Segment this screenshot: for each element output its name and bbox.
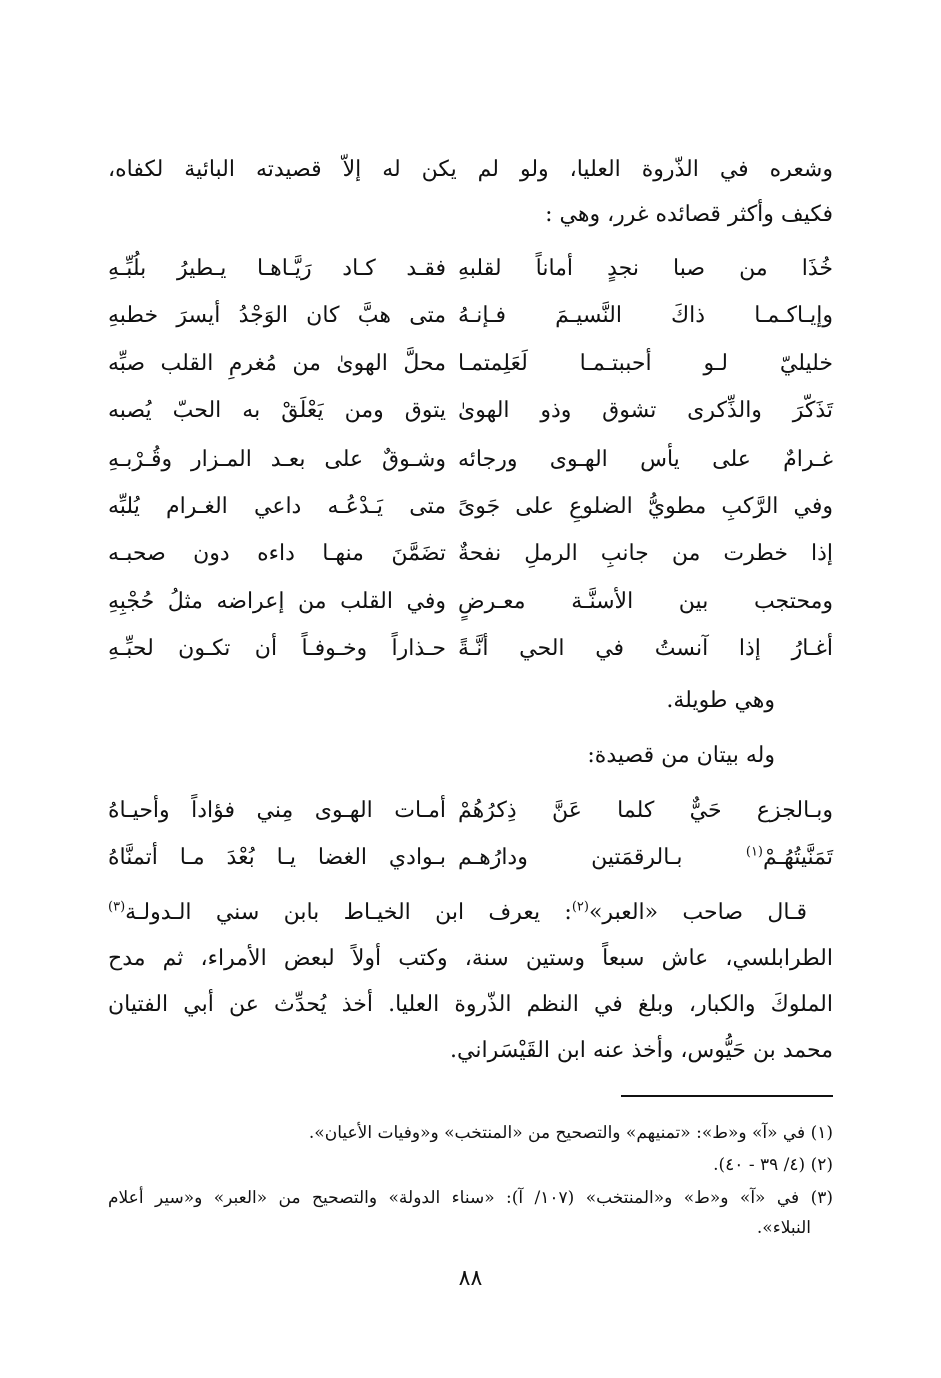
verse-10-hemistich-left: أمـات الهـوى مِني فؤاداً وأحيـاهُ (108, 798, 446, 823)
verse-1-hemistich-left: فقـد كـاد رَيَّـاهـا يـطيرُ بلُبِّـهِ (108, 256, 446, 281)
footnote-2: (٢) (٤/ ٣٩ - ٤٠). (713, 1155, 833, 1175)
prose-line-1-b: : يعرف ابن الخيـاط بابن سني الـدولـة (125, 900, 572, 925)
footnote-separator (621, 1095, 833, 1097)
footnote-ref-3: (٣) (108, 899, 126, 915)
footnote-ref-1: (١) (745, 844, 763, 860)
poem-2-intro: وله بيتان من قصيدة: (587, 743, 775, 768)
prose-line-1 (108, 898, 807, 928)
verse-7-hemistich-right: إذا خطرت من جانبِ الرملِ نفحةٌ (458, 541, 833, 566)
verse-8-hemistich-left: وفي القلب من إعراضه مثلُ حُجْبِهِ (108, 589, 446, 614)
verse-1-hemistich-right: خُذَا من صبا نجدٍ أماناً لقلبهِ (458, 256, 833, 281)
verse-7-hemistich-left: تضَمَّنَ منهـا داءه دون صحبـه (108, 541, 446, 566)
footnote-ref-2: (٢) (571, 899, 589, 915)
verse-11-hemistich-right (458, 843, 833, 873)
footnote-3-line-1: (٣) في «آ» و«ط» و«المنتخب» (١٠٧/ آ): «سناء الدولة» والتصحيح من «العبر» و«سير أعلام (108, 1188, 833, 1208)
prose-line-1-a: قـال صاحب «العبر» (588, 900, 807, 925)
verse-2-hemistich-right: وإيـاكـمـا ذاكَ النَّسيـمَ فـإنـهُ (458, 303, 833, 328)
verse-4-hemistich-right: تَذَكّرَ والذِّكرى تشوق وذو الهوىٰ (458, 398, 833, 423)
prose-line-2: الطرابلسي، عاش سبعاً وستين سنة، وكتب أولاً لبعض الأمراء، ثم مدح (108, 946, 833, 971)
verse-3-hemistich-left: محلَّ الهوىٰ من مُغرمِ القلب صبِّه (108, 351, 446, 376)
footnote-1: (١) في «آ» و«ط»: «تمنيهم» والتصحيح من «المنتخب» و«وفيات الأعيان». (308, 1123, 833, 1143)
verse-5-hemistich-right: غـرامٌ على يأس الهـوى ورجائه (458, 447, 833, 472)
page-number: ٨٨ (458, 1266, 483, 1291)
verse-5-hemistich-left: وشـوقٌ على بعـد المـزار وقُـرْبـهِ (108, 447, 446, 472)
verse-6-hemistich-right: وفي الرَّكبِ مطويُّ الضلوعِ على جَوىً (458, 494, 833, 519)
verse-9-hemistich-left: حـذاراً وخـوفـاً أن تكـون لحبِّـهِ (108, 636, 446, 661)
footnote-3-line-2: النبلاء». (756, 1218, 811, 1238)
verse-11-word: تَمَنَّيتُهُـمْ (763, 845, 833, 870)
verse-2-hemistich-left: متى هبَّ كان الوَجْدُ أيسرَ خطبهِ (108, 303, 446, 328)
verse-11-rest: بـالرقمَتين ودارُهـم (458, 845, 746, 870)
poem-1-note: وهي طويلة. (666, 688, 775, 713)
prose-line-4: محمد بن حَيُّوس، وأخذ عنه ابن القَيْسَراني. (450, 1038, 833, 1063)
intro-line-1: وشعره في الذّروة العليا، ولو لم يكن له إلاّ قصيدته البائية لكفاه، (108, 157, 833, 182)
verse-8-hemistich-right: ومحتجب بين الأسنَّـة معـرضٍ (458, 589, 833, 614)
verse-11-hemistich-left: بـوادي الغضا يـا بُعْدَ مـا أتمنَّاهُ (108, 845, 446, 870)
verse-10-hemistich-right: وبـالجزع حَيٌّ كلما عَنَّ ذِكرُهُمْ (458, 798, 833, 823)
prose-line-3: الملوكَ والكبار، وبلغ في النظم الذّروة العليا. أخذ يُحدِّث عن أبي الفتيان (108, 992, 833, 1017)
intro-line-2: فكيف وأكثر قصائده غرر، وهي : (545, 202, 833, 227)
verse-4-hemistich-left: يتوق ومن يَعْلَقْ به الحبّ يُصبه (108, 398, 446, 423)
verse-9-hemistich-right: أغـارُ إذا آنستُ في الحي أنَّـةً (458, 636, 833, 661)
verse-6-hemistich-left: متى يَـدْعُـه داعي الغـرام يُلبِّه (108, 494, 446, 519)
verse-3-hemistich-right: خليليّ لـو أحببتـمـا لَعَلِمتمـا (458, 351, 833, 376)
